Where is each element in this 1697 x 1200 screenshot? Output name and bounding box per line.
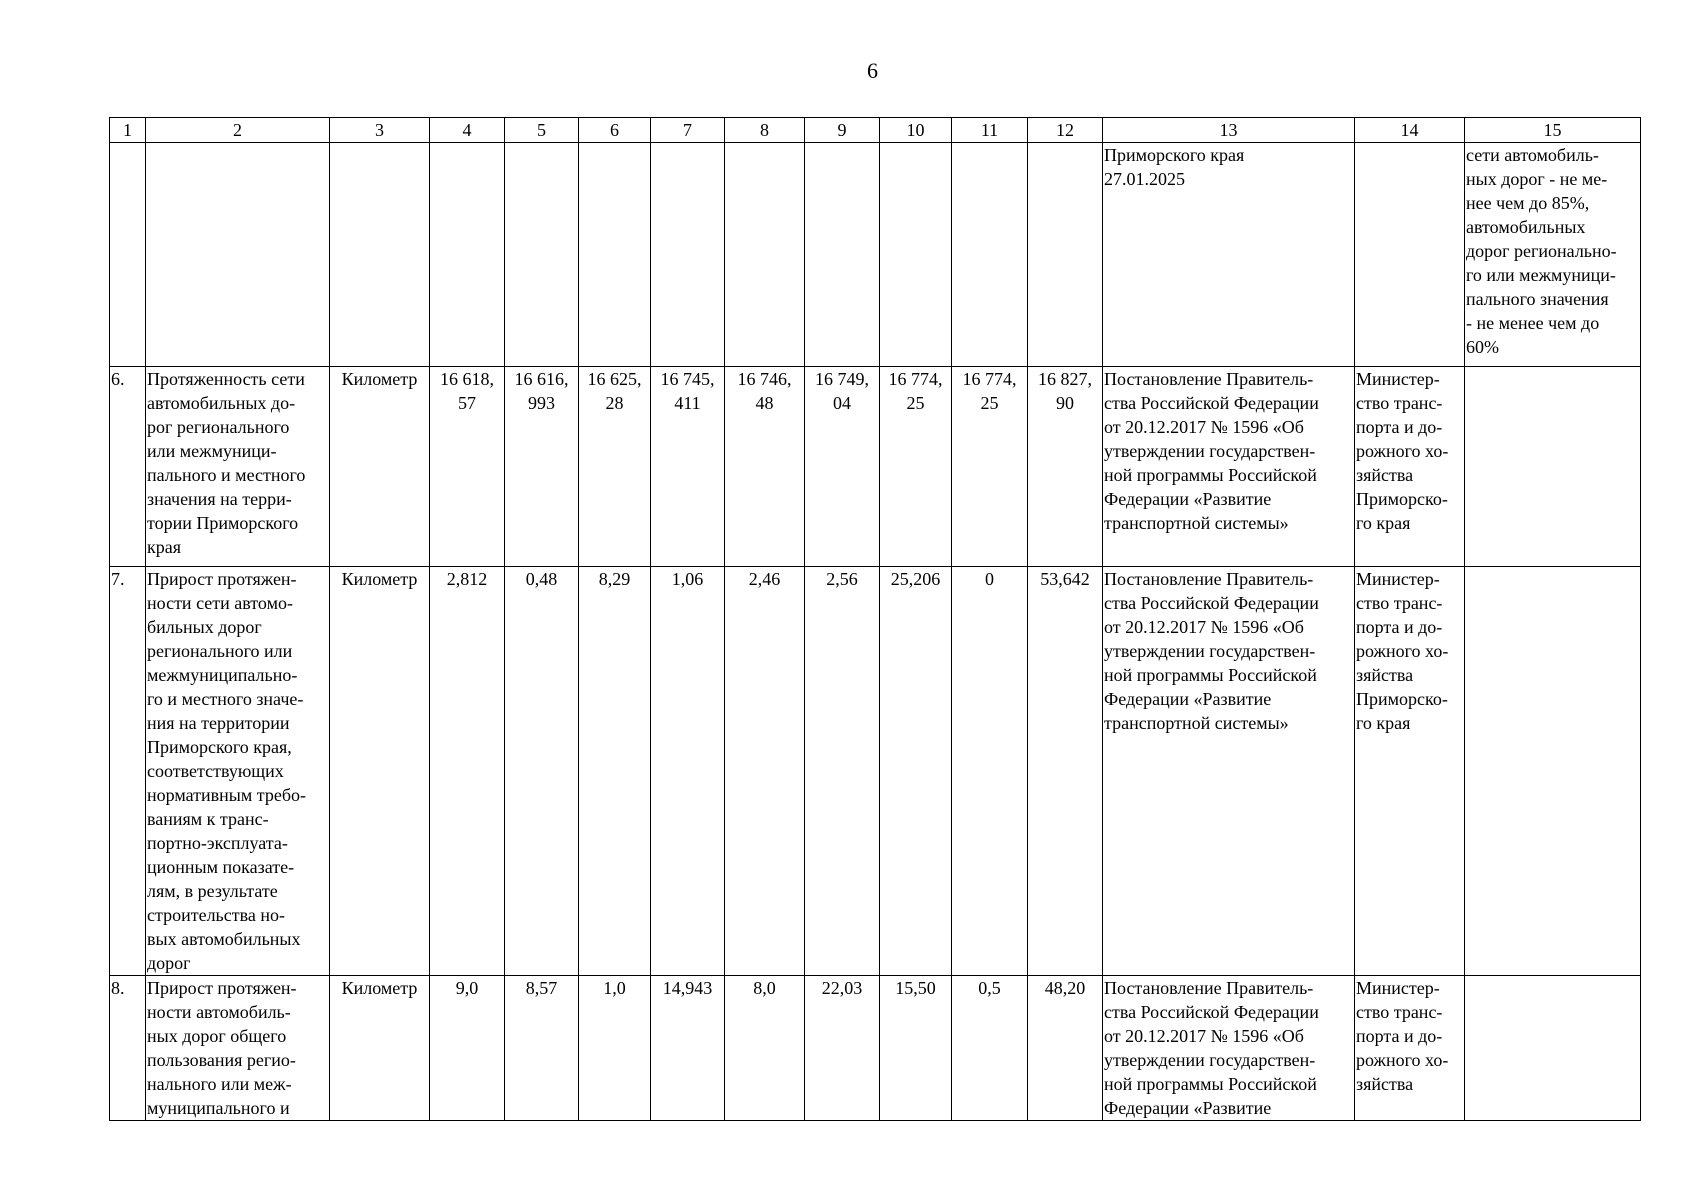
value-cell — [725, 143, 805, 367]
value-cell: 0,5 — [952, 976, 1028, 1121]
header-cell: 12 — [1028, 118, 1103, 143]
row-number-cell: 8. — [110, 976, 146, 1121]
unit-cell — [330, 143, 430, 367]
responsible-body-cell: Министер- ство транс- порта и до- рожного хо- зяйства Приморско- го края — [1355, 567, 1465, 976]
unit-cell: Километр — [330, 976, 430, 1121]
table-row — [110, 367, 1641, 567]
table-row — [110, 976, 1641, 1121]
table-row — [110, 143, 1641, 367]
indicator-name-cell: Протяженность сети автомобильных до- рог регионального или межмуници- пального и местного значения на терри- тории Приморского края — [146, 367, 330, 567]
document-basis-cell: Постановление Правитель- ства Российской Федерации от 20.12.2017 № 1596 «Об утверждении государствен- ной программы Российской Федерации «Развитие транспортной системы» — [1103, 567, 1355, 976]
header-cell: 10 — [880, 118, 952, 143]
value-cell: 0,48 — [505, 567, 579, 976]
note-cell: сети автомобиль- ных дорог - не ме- нее чем до 85%, автомобильных дорог регионально- го или межмуници- пального значения - не менее чем до 60% — [1465, 143, 1641, 367]
header-cell: 5 — [505, 118, 579, 143]
header-cell: 11 — [952, 118, 1028, 143]
row-number-cell: 7. — [110, 567, 146, 976]
value-cell: 1,0 — [579, 976, 651, 1121]
indicator-name-cell: Прирост протяжен- ности сети автомо- бильных дорог регионального или межмуниципально- го и местного значе- ния на территории Приморского края, соответствующих нормативным требо- ваниям к транс- портно-эксплуата- ционным показате- лям, в результате строительства но- вых автомобильных дорог — [146, 567, 330, 976]
responsible-body-cell: Министер- ство транс- порта и до- рожного хо- зяйства — [1355, 976, 1465, 1121]
value-cell: 16 749, 04 — [805, 367, 880, 567]
value-cell: 16 774, 25 — [880, 367, 952, 567]
value-cell: 9,0 — [430, 976, 505, 1121]
value-cell — [505, 143, 579, 367]
value-cell — [952, 143, 1028, 367]
value-cell: 16 616, 993 — [505, 367, 579, 567]
header-cell: 14 — [1355, 118, 1465, 143]
document-basis-cell: Постановление Правитель- ства Российской Федерации от 20.12.2017 № 1596 «Об утверждении государствен- ной программы Российской Федерации «Развитие транспортной системы» — [1103, 367, 1355, 567]
header-cell: 3 — [330, 118, 430, 143]
value-cell: 14,943 — [651, 976, 725, 1121]
value-cell: 22,03 — [805, 976, 880, 1121]
value-cell — [1028, 143, 1103, 367]
header-cell: 6 — [579, 118, 651, 143]
value-cell — [430, 143, 505, 367]
header-cell: 13 — [1103, 118, 1355, 143]
table-row — [110, 567, 1641, 976]
value-cell: 48,20 — [1028, 976, 1103, 1121]
value-cell: 1,06 — [651, 567, 725, 976]
value-cell — [880, 143, 952, 367]
indicator-name-cell: Прирост протяжен- ности автомобиль- ных дорог общего пользования регио- нального или меж- муниципального и — [146, 976, 330, 1121]
value-cell: 25,206 — [880, 567, 952, 976]
value-cell: 2,56 — [805, 567, 880, 976]
indicators-table — [109, 117, 1641, 1121]
value-cell: 16 625, 28 — [579, 367, 651, 567]
unit-cell: Километр — [330, 367, 430, 567]
value-cell — [805, 143, 880, 367]
document-basis-cell: Приморского края 27.01.2025 — [1103, 143, 1355, 367]
note-cell — [1465, 976, 1641, 1121]
header-cell: 1 — [110, 118, 146, 143]
note-cell — [1465, 567, 1641, 976]
page-number: 6 — [867, 58, 878, 83]
value-cell: 8,57 — [505, 976, 579, 1121]
header-cell: 2 — [146, 118, 330, 143]
value-cell: 16 618, 57 — [430, 367, 505, 567]
value-cell: 8,0 — [725, 976, 805, 1121]
header-cell: 7 — [651, 118, 725, 143]
value-cell: 16 745, 411 — [651, 367, 725, 567]
value-cell: 2,812 — [430, 567, 505, 976]
header-cell: 9 — [805, 118, 880, 143]
unit-cell: Километр — [330, 567, 430, 976]
row-number-cell — [110, 143, 146, 367]
responsible-body-cell — [1355, 143, 1465, 367]
value-cell: 53,642 — [1028, 567, 1103, 976]
header-cell: 15 — [1465, 118, 1641, 143]
value-cell: 8,29 — [579, 567, 651, 976]
column-number-row — [110, 118, 1641, 143]
value-cell: 16 774, 25 — [952, 367, 1028, 567]
value-cell: 16 827, 90 — [1028, 367, 1103, 567]
value-cell — [579, 143, 651, 367]
value-cell — [651, 143, 725, 367]
row-number-cell: 6. — [110, 367, 146, 567]
indicator-name-cell — [146, 143, 330, 367]
header-cell: 8 — [725, 118, 805, 143]
value-cell: 0 — [952, 567, 1028, 976]
responsible-body-cell: Министер- ство транс- порта и до- рожного хо- зяйства Приморско- го края — [1355, 367, 1465, 567]
value-cell: 16 746, 48 — [725, 367, 805, 567]
document-basis-cell: Постановление Правитель- ства Российской Федерации от 20.12.2017 № 1596 «Об утверждении государствен- ной программы Российской Федерации «Развитие — [1103, 976, 1355, 1121]
value-cell: 2,46 — [725, 567, 805, 976]
value-cell: 15,50 — [880, 976, 952, 1121]
note-cell — [1465, 367, 1641, 567]
header-cell: 4 — [430, 118, 505, 143]
